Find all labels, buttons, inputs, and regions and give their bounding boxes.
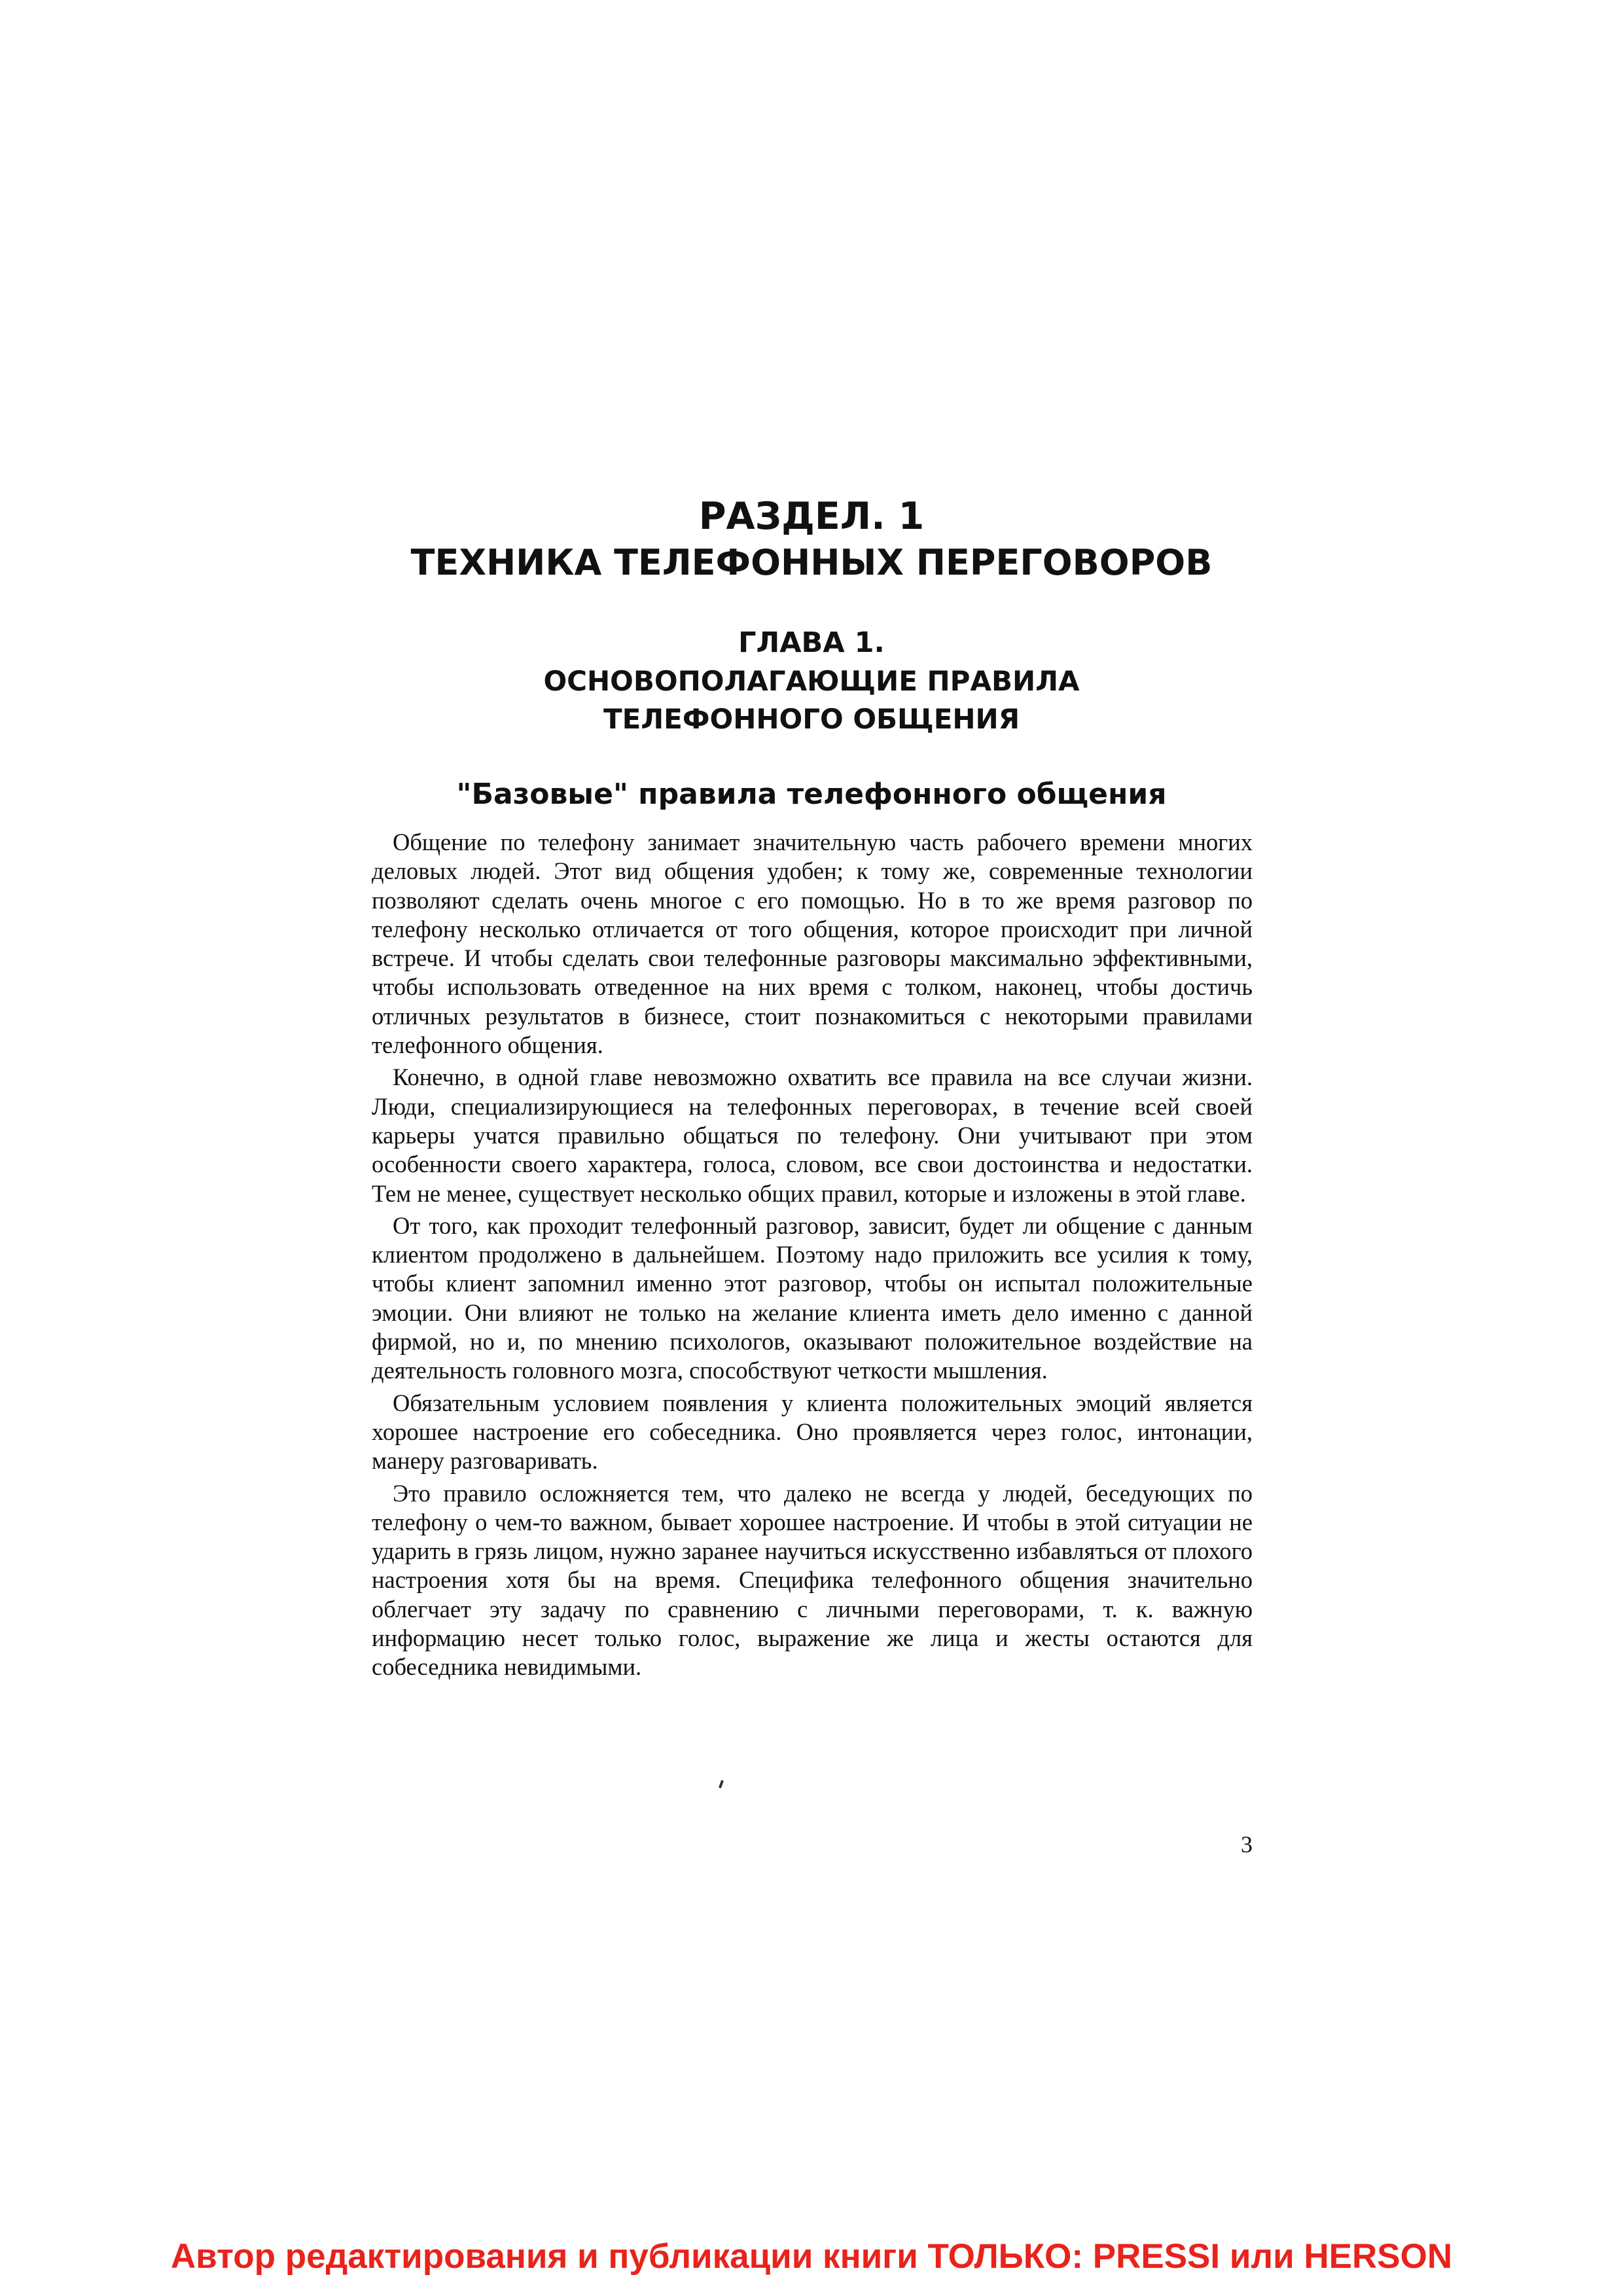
- section-title: ТЕХНИКА ТЕЛЕФОННЫХ ПЕРЕГОВОРОВ: [410, 542, 1213, 583]
- chapter-title: [366, 662, 1257, 738]
- section-label: РАЗДЕЛ. 1: [698, 495, 925, 538]
- paragraph: Обязательным условием появления у клиента положительных эмоций является хорошее настроение его собеседника. Оно проявляется через голос, интонации, манеру разговаривать.: [372, 1389, 1253, 1475]
- chapter-title-line: ОСНОВОПОЛАГАЮЩИЕ ПРАВИЛА: [543, 665, 1080, 697]
- page-number: 3: [1241, 1831, 1253, 1857]
- paragraph: От того, как проходит телефонный разговор, зависит, будет ли общение с данным клиентом продолжено в дальнейшем. Поэтому надо приложить все усилия к тому, чтобы клиент запомнил именно этот разговор, чтобы он испытал положительные эмоции. Они влияют не только на желание клиента иметь дело именно с данной фирмой, но и, по мнению психологов, оказывают положительное воздействие на деятельность головного мозга, способствуют четкости мышления.: [372, 1211, 1253, 1384]
- subheading: "Базовые" правила телефонного общения: [456, 778, 1167, 811]
- paragraph: Общение по телефону занимает значительную часть рабочего времени многих деловых людей. Этот вид общения удобен; к тому же, современные технологии позволяют сделать очень многое с его помощью. Но в то же время разговор по телефону несколько отличается от того общения, которое происходит при личной встрече. И чтобы сделать свои телефонные разговоры максимально эффективными, чтобы использовать отведенное на них время с толком, наконец, чтобы достичь отличных результатов в бизнесе, стоит познакомиться с некоторыми правилами телефонного общения.: [372, 829, 1253, 1059]
- chapter-label: ГЛАВА 1.: [738, 626, 885, 659]
- paragraph: Конечно, в одной главе невозможно охватить все правила на все случаи жизни. Люди, специализирующиеся на телефонных переговорах, в течение всей своей карьеры учатся правильно общаться по телефону. Они учитывают при этом особенности своего характера, голоса, словом, все свои достоинства и недостатки. Тем не менее, существует несколько общих правил, которые и изложены в этой главе.: [372, 1064, 1253, 1207]
- footer-notice: Автор редактирования и публикации книги ТОЛЬКО: PRESSI или HERSON: [170, 2237, 1453, 2276]
- body-text: [372, 828, 1253, 1685]
- scan-speck: [719, 1780, 724, 1789]
- chapter-title-line: ТЕЛЕФОННОГО ОБЩЕНИЯ: [603, 703, 1020, 735]
- paragraph: Это правило осложняется тем, что далеко не всегда у людей, беседующих по телефону о чем-то важном, бывает хорошее настроение. И чтобы в этой ситуации не ударить в грязь лицом, нужно заранее научиться искусственно избавляться от плохого настроения хотя бы на время. Специфика телефонного общения значительно облегчает эту задачу по сравнению с личными переговорами, т. к. важную информацию несет только голос, выражение же лица и жесты остаются для собеседника невидимыми.: [372, 1479, 1253, 1681]
